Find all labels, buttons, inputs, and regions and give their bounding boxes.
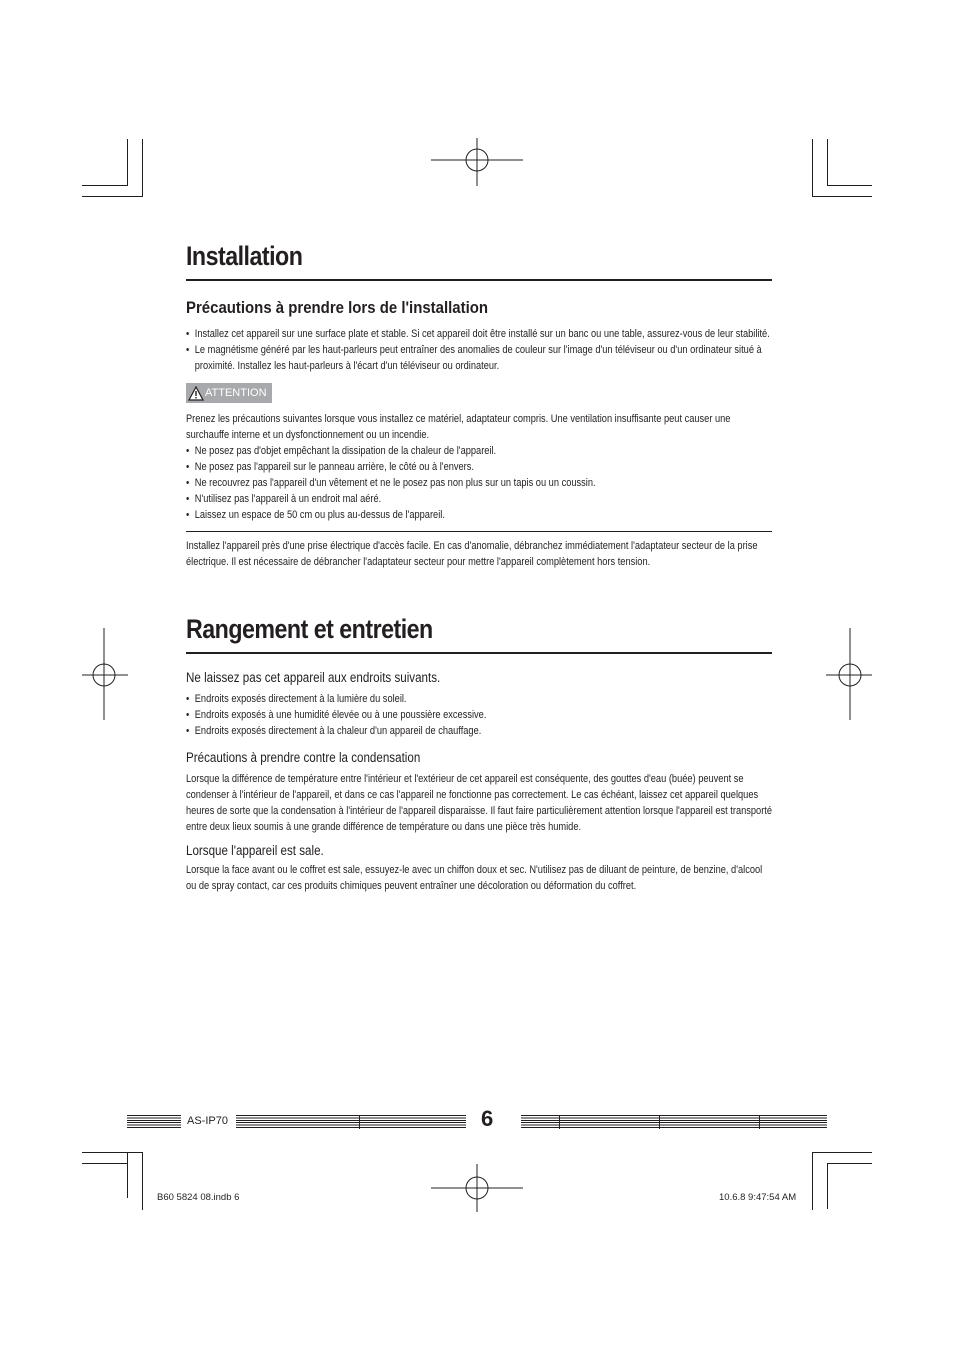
list-item: • Endroits exposés à une humidité élevée ou à une poussière excessive.: [186, 707, 772, 723]
attention-text: Prenez les précautions suivantes lorsque vous installez ce matériel, adaptateur compris. Une ventilation insuffisante peut causer une surchauffe interne et un dysfonctionnement ou un incendie.: [186, 413, 731, 441]
list-item: • Le magnétisme généré par les haut-parleurs peut entraîner des anomalies de couleur sur l'image d'un téléviseur ou d'un ordinateur situé à proximité. Installez les haut-parleurs à l'écart d'un téléviseur ou ordinateur.: [186, 342, 772, 374]
title-rule: [186, 279, 772, 281]
list-item: • N'utilisez pas l'appareil à un endroit mal aéré.: [186, 491, 772, 507]
installation-bullets: [186, 326, 772, 374]
storage-heading: Ne laissez pas cet appareil aux endroits suivants.: [186, 670, 441, 685]
condensation-text: Lorsque la différence de température entre l'intérieur et l'extérieur de cet appareil est conséquente, des gouttes d'eau (buée) peuvent se condenser à l'intérieur de l'appareil, et dans ce cas l'appareil ne fonctionne pas correctement. Le cas échéant, laissez cet appareil quelques heures de sorte que la condensation à l'intérieur de l'appareil disparaisse. Il faut faire particulièrement attention lorsque l'appareil est transporté entre deux lieux soumis à une grande différence de température ou dans une pièce très humide.: [186, 773, 773, 833]
installation-subtitle: Précautions à prendre lors de l'installation: [186, 298, 489, 317]
model-name: AS-IP70: [187, 1115, 228, 1127]
storage-bullets: [186, 691, 772, 739]
crosshair-registration-icon: [431, 138, 523, 186]
cleaning-heading: Lorsque l'appareil est sale.: [186, 843, 324, 858]
footer-tick: [759, 1115, 760, 1129]
attention-label: ATTENTION: [205, 387, 267, 399]
warning-triangle-icon: [188, 386, 204, 401]
installation-title: Installation: [186, 241, 303, 271]
list-item: • Endroits exposés directement à la lumière du soleil.: [186, 691, 772, 707]
attention-badge: [186, 383, 272, 403]
footer-tick: [559, 1115, 560, 1129]
list-item: • Ne posez pas l'appareil sur le panneau arrière, le côté ou à l'envers.: [186, 459, 772, 475]
maintenance-title: Rangement et entretien: [186, 614, 433, 644]
condensation-heading: Précautions à prendre contre la condensation: [186, 750, 421, 765]
crosshair-registration-icon: [826, 628, 872, 720]
list-item: • Laissez un espace de 50 cm ou plus au-dessus de l'appareil.: [186, 507, 772, 523]
crosshair-registration-icon: [431, 1164, 523, 1212]
footer-stripes-mid-left: [236, 1115, 466, 1129]
crosshair-registration-icon: [82, 628, 128, 720]
list-item: • Ne recouvrez pas l'appareil d'un vêtement et ne le posez pas non plus sur un tapis ou un coussin.: [186, 475, 772, 491]
footer-tick: [659, 1115, 660, 1129]
section-divider: [186, 531, 772, 532]
attention-bullets: [186, 443, 772, 523]
list-item: • Ne posez pas d'objet empêchant la dissipation de la chaleur de l'appareil.: [186, 443, 772, 459]
footer-tick: [359, 1115, 360, 1129]
power-note: Installez l'appareil près d'une prise électrique d'accès facile. En cas d'anomalie, débranchez immédiatement l'adaptateur secteur de la prise électrique. Il est nécessaire de débrancher l'adaptateur secteur pour mettre l'appareil complètement hors tension.: [186, 540, 758, 568]
page-number: 6: [481, 1106, 494, 1131]
print-timestamp: 10.6.8 9:47:54 AM: [719, 1192, 797, 1203]
file-info: B60 5824 08.indb 6: [157, 1192, 240, 1203]
footer-stripes-right: [521, 1115, 827, 1129]
title-rule: [186, 652, 772, 654]
list-item: • Endroits exposés directement à la chaleur d'un appareil de chauffage.: [186, 723, 772, 739]
footer-stripes-left: [127, 1115, 181, 1129]
cleaning-text: Lorsque la face avant ou le coffret est sale, essuyez-le avec un chiffon doux et sec. N'utilisez pas de diluant de peinture, de benzine, d'alcool ou de spray contact, car ces produits chimiques peuvent entraîner une décoloration ou déformation du coffret.: [186, 864, 763, 892]
list-item: • Installez cet appareil sur une surface plate et stable. Si cet appareil doit être installé sur un banc ou une table, assurez-vous de leur stabilité.: [186, 326, 772, 342]
